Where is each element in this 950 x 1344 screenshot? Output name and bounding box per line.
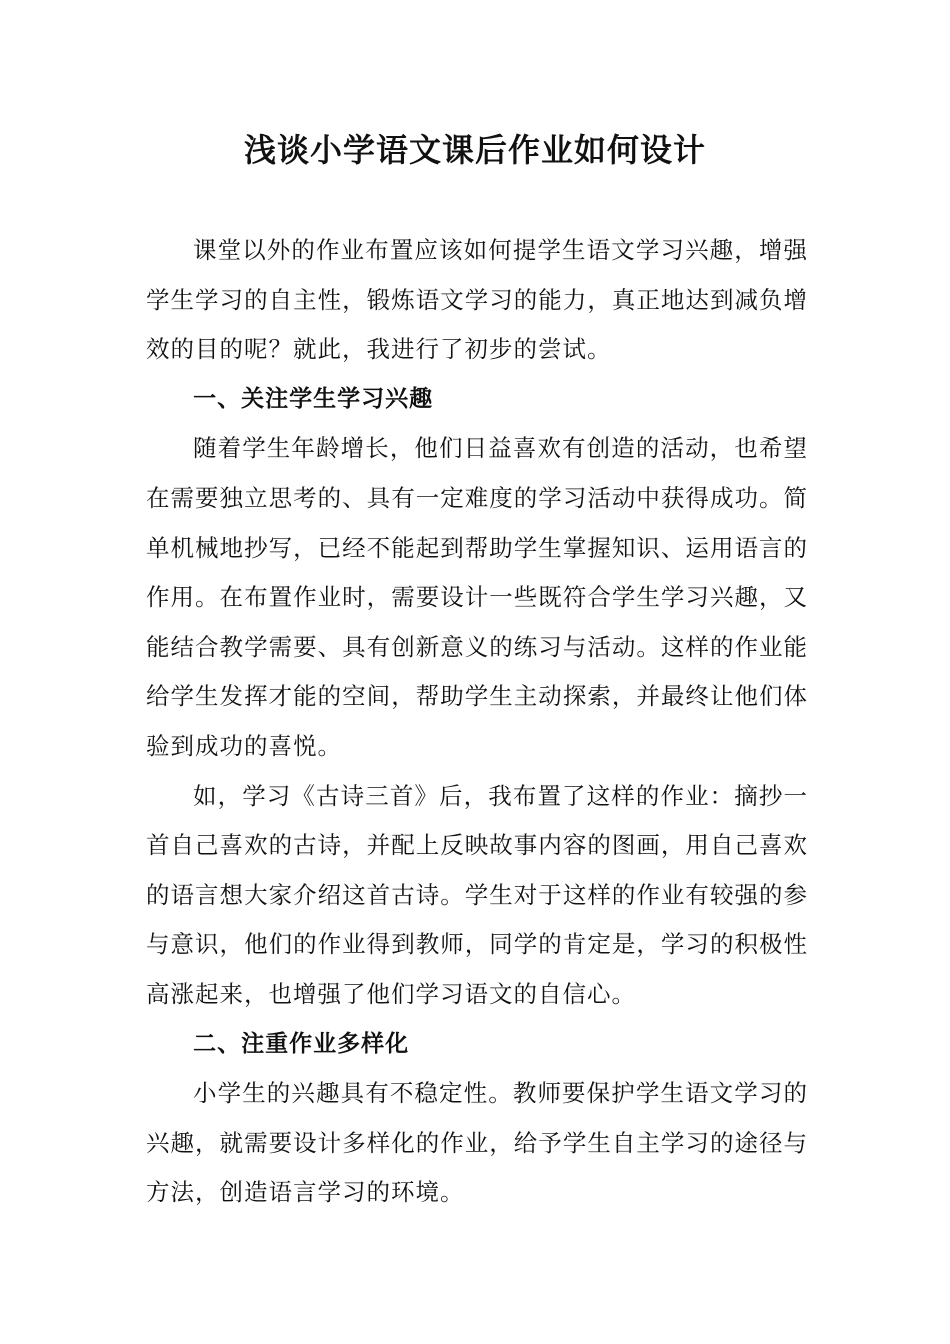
document-title: 浅谈小学语文课后作业如何设计 <box>243 131 706 169</box>
paragraph-intro: 课堂以外的作业布置应该如何提学生语文学习兴趣，增强学生学习的自主性，锻炼语文学习的能力，真正地达到减负增效的目的呢？就此，我进行了初步的尝试。 <box>146 236 808 364</box>
document-body <box>146 226 808 1218</box>
section-heading-1: 一、关注学生学习兴趣 <box>193 385 434 412</box>
paragraph-section-1-b: 如，学习《古诗三首》后，我布置了这样的作业：摘抄一首自己喜欢的古诗，并配上反映故事内容的图画，用自己喜欢的语言想大家介绍这首古诗。学生对于这样的作业有较强的参与意识，他们的作业得到教师，同学的肯定是，学习的积极性高涨起来，也增强了他们学习语文的自信心。 <box>146 781 808 1008</box>
paragraph-section-1-a: 随着学生年龄增长，他们日益喜欢有创造的活动，也希望在需要独立思考的、具有一定难度的学习活动中获得成功。简单机械地抄写，已经不能起到帮助学生掌握知识、运用语言的作用。在布置作业时，需要设计一些既符合学生学习兴趣，又能结合教学需要、具有创新意义的练习与活动。这样的作业能给学生发挥才能的空间，帮助学生主动探索，并最终让他们体验到成功的喜悦。 <box>146 434 808 760</box>
paragraph-section-2-a: 小学生的兴趣具有不稳定性。教师要保护学生语文学习的兴趣，就需要设计多样化的作业，给予学生自主学习的途径与方法，创造语言学习的环境。 <box>146 1079 808 1207</box>
section-heading-2: 二、注重作业多样化 <box>193 1030 410 1057</box>
